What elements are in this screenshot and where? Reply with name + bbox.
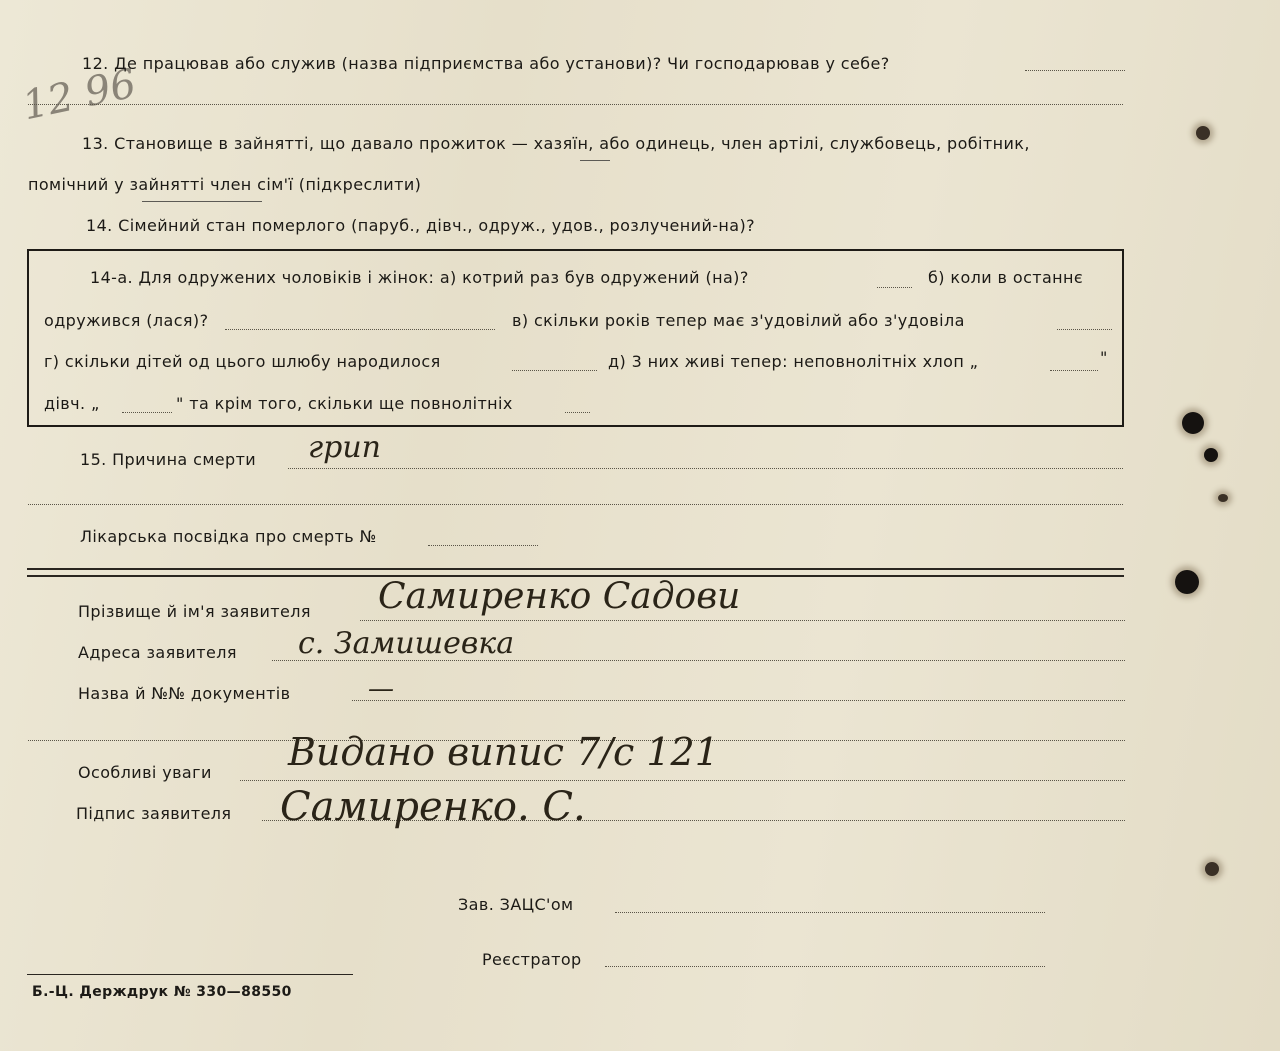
answer-line: [240, 780, 1125, 781]
question-14a-line1: 14-а. Для одружених чоловіків і жінок: а) котрий раз був одружений (на)?: [90, 268, 749, 287]
special-notes-value: Видано випис 7/с 121: [288, 730, 719, 774]
footer-rule: [27, 974, 353, 975]
applicant-name-label: Прізвище й ім'я заявителя: [78, 602, 311, 621]
separator-rule: [27, 568, 1124, 570]
question-14a-line2: одружився (лася)?: [44, 311, 209, 330]
applicant-name-value: Самиренко Садови: [378, 576, 741, 617]
pencil-underline: [142, 201, 262, 202]
signature-line: [605, 966, 1045, 967]
question-14a-line3: г) скільки дітей од цього шлюбу народилося: [44, 352, 441, 371]
question-14a-line4b: " та крім того, скільки ще повнолітніх: [176, 394, 513, 413]
answer-line: [877, 287, 912, 288]
zags-head-label: Зав. ЗАЦС'ом: [458, 895, 574, 914]
question-12: 12. Де працював або служив (назва підприємства або установи)? Чи господарював у себе?: [82, 54, 890, 73]
answer-line: [352, 700, 1125, 701]
answer-line: [360, 620, 1125, 621]
punch-hole: [1196, 126, 1210, 140]
punch-hole: [1182, 412, 1204, 434]
applicant-signature-value: Самиренко. С.: [280, 784, 586, 830]
question-14a-line3b: д) 3 них живі тепер: неповнолітніх хлоп „: [608, 352, 979, 371]
punch-hole: [1175, 570, 1199, 594]
pencil-underline: [580, 160, 610, 161]
answer-line: [28, 104, 1123, 105]
answer-line: [225, 329, 495, 330]
quote-mark: ": [1100, 348, 1108, 367]
signature-line: [615, 912, 1045, 913]
cause-of-death-value: грип: [308, 430, 382, 465]
question-15-label: 15. Причина смерти: [80, 450, 257, 469]
question-13-line2: помічний у зайнятті член сім'ї (підкреслити): [28, 175, 422, 194]
question-14a-line4: дівч. „: [44, 394, 100, 413]
punch-hole: [1205, 862, 1219, 876]
answer-line: [288, 468, 1123, 469]
punch-hole: [1218, 494, 1228, 502]
answer-line: [1050, 370, 1098, 371]
special-notes-label: Особливі уваги: [78, 763, 212, 782]
documents-value: —: [368, 674, 394, 704]
documents-label: Назва й №№ документів: [78, 684, 291, 703]
question-13-line1: 13. Становище в зайнятті, що давало прожиток — хазяїн, або одинець, член артілі, службовець, робітник,: [82, 134, 1030, 153]
pencil-note: 12 96: [18, 60, 141, 130]
question-14a-line1b: б) коли в останнє: [928, 268, 1084, 287]
registrar-label: Реєстратор: [482, 950, 582, 969]
applicant-signature-label: Підпис заявителя: [76, 804, 232, 823]
answer-line: [428, 545, 538, 546]
medical-certificate-label: Лікарська посвідка про смерть №: [80, 527, 377, 546]
answer-line: [28, 504, 1123, 505]
applicant-address-value: с. Замишевка: [298, 626, 515, 661]
answer-line: [1025, 70, 1125, 71]
question-14a-line2b: в) скільки років тепер має з'удовілий або з'удовіла: [512, 311, 965, 330]
answer-line: [1057, 329, 1112, 330]
applicant-address-label: Адреса заявителя: [78, 643, 237, 662]
printer-imprint: Б.-Ц. Держдрук № 330—88550: [32, 984, 292, 1000]
punch-hole: [1204, 448, 1218, 462]
answer-line: [122, 412, 172, 413]
answer-line: [512, 370, 597, 371]
question-14: 14. Сімейний стан померлого (паруб., дівч., одруж., удов., розлучений-на)?: [86, 216, 756, 235]
answer-line: [565, 412, 590, 413]
